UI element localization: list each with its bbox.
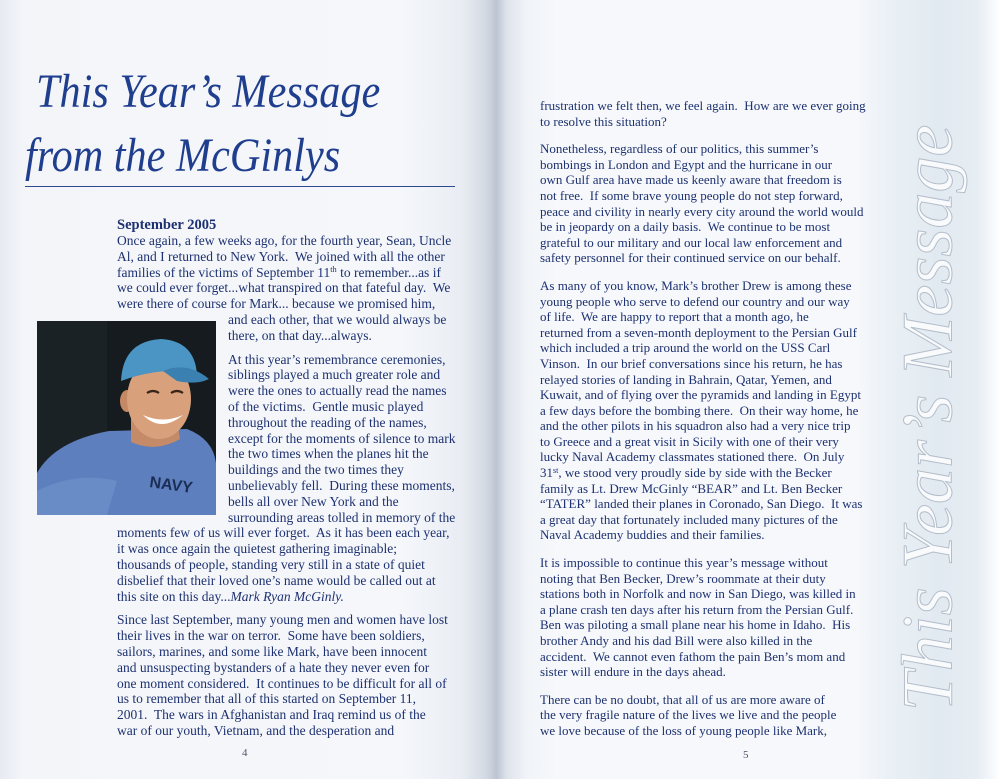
left-column: [117, 217, 462, 739]
text-segment: to remember...as if: [336, 264, 441, 280]
text-line: [117, 265, 462, 281]
text-line: frustration we felt then, we feel again. How are we ever going: [540, 98, 866, 113]
body-paragraph: [540, 278, 870, 543]
text-line: stations both in Norfolk and now in San Diego, was killed in: [540, 586, 856, 602]
body-paragraph: [117, 612, 462, 738]
text-line: sailors, marines, and some like Mark, have been innocent: [117, 643, 428, 659]
vertical-watermark-title: This Year’s Message: [887, 124, 968, 712]
text-line: Once again, a few weeks ago, for the fourth year, Sean, Uncle: [117, 233, 452, 248]
text-line: safety personnel for their continued service on our behalf.: [540, 250, 841, 266]
body-paragraph: [117, 233, 462, 344]
text-line: surrounding areas tolled in memory of the: [228, 509, 456, 525]
page-number: 5: [743, 749, 749, 761]
text-line: thousands of people, standing very still in a state of quiet: [117, 556, 425, 572]
body-paragraph: [540, 692, 870, 739]
text-line: we could ever forget...what transpired on that fateful day. We: [117, 280, 451, 296]
text-line: were the ones to actually read the names: [228, 383, 447, 399]
text-line: bombings in London and Egypt and the hurricane in our: [540, 156, 833, 172]
text-line: [117, 589, 462, 605]
text-line: war of our youth, Vietnam, and the desperation and: [117, 722, 395, 738]
body-paragraph: [540, 141, 870, 266]
text-line: of life. We are happy to report that a month ago, he: [540, 309, 809, 325]
text-line: siblings played a much greater role and: [228, 367, 441, 383]
text-line: grateful to our military and our local law enforcement and: [540, 234, 843, 250]
text-line: There can be no doubt, that all of us are more aware of: [540, 691, 825, 707]
text-line: [540, 465, 870, 481]
text-line: of the victims. Gentle music played: [228, 398, 424, 414]
text-line: moments few of us will ever forget. As it has been each year,: [117, 525, 450, 541]
text-line: the two times when the planes hit the: [228, 446, 429, 462]
text-line: the very fragile nature of the lives we live and the people: [540, 707, 837, 723]
text-line: their lives in the war on terror. Some have been soldiers,: [117, 628, 425, 644]
text-line: Kuwait, and of flying over the pyramids and landing in Egypt: [540, 387, 861, 403]
text-line: us to remember that all of this started on September 11,: [117, 691, 417, 707]
text-line: and the other pilots in his squadron also had a very nice trip: [540, 418, 851, 434]
text-line: to Greece and a great visit in Sicily with one of their very: [540, 433, 839, 449]
text-segment: this site on this day...: [117, 588, 231, 604]
text-line: except for the moments of silence to mark: [228, 430, 456, 446]
text-line: own Gulf area have made us keenly aware that freedom is: [540, 172, 842, 188]
text-line: family as Lt. Drew McGinly “BEAR” and Lt. Ben Becker: [540, 480, 843, 496]
left-page: [0, 0, 497, 779]
text-line: unbelievably fell. During these moments,: [228, 477, 455, 493]
text-line: Ben was piloting a small plane near his home in Idaho. His: [540, 617, 851, 633]
text-line: accident. We cannot even fathom the pain Ben’s mom and: [540, 648, 846, 664]
text-line: and each other, that we would always be: [228, 311, 447, 327]
text-line: noting that Ben Becker, Drew’s roommate at their duty: [540, 570, 826, 586]
text-line: “TATER” landed their planes in Coronado, San Diego. It was: [540, 496, 863, 512]
text-line: lucky Naval Academy classmates stationed there. On July: [540, 449, 845, 465]
text-line: there, on that day...always.: [228, 327, 372, 343]
text-segment: families of the victims of September 11: [117, 264, 331, 280]
title-line-1: This Year’s Message: [36, 65, 381, 118]
text-segment: , we stood very proudly side by side with the Becker: [558, 465, 832, 481]
body-paragraph: [540, 555, 870, 680]
text-line: brother Andy and his dad Bill were also killed in the: [540, 633, 813, 648]
title-underline: [25, 186, 455, 187]
right-column: [540, 98, 870, 739]
text-line: one moment considered. It continues to be difficult for all of: [117, 675, 447, 691]
date-heading: September 2005: [117, 217, 217, 233]
text-line: Since last September, many young men and women have lost: [117, 612, 448, 628]
text-line: a plane crash ten days after his return from the Persian Gulf.: [540, 601, 854, 617]
page-number: 4: [242, 747, 248, 759]
text-line: we love because of the loss of young people like Mark,: [540, 722, 828, 738]
text-line: a great day that fortunately included many pictures of the: [540, 511, 838, 527]
text-line: buildings and the two times they: [228, 462, 404, 478]
text-line: not free. If some brave young people do not step forward,: [540, 187, 843, 203]
text-line: Vinson. In our brief conversations since his return, he has: [540, 355, 843, 371]
right-page: [497, 0, 1000, 779]
text-line: sister will endure in the days ahead.: [540, 664, 726, 680]
text-line: 2001. The wars in Afghanistan and Iraq remind us of the: [117, 707, 426, 723]
body-paragraph: [540, 98, 870, 129]
text-line: be in jeopardy on a daily basis. We continue to be most: [540, 219, 831, 235]
text-line: It is impossible to continue this year’s message without: [540, 555, 828, 571]
text-segment: 31: [540, 465, 553, 481]
text-line: Naval Academy buddies and their families.: [540, 527, 765, 543]
text-line: relayed stories of landing in Bahrain, Qatar, Yemen, and: [540, 371, 832, 387]
text-line: it was once again the quietest gathering imaginable;: [117, 541, 398, 557]
text-line: young people who serve to defend our country and our way: [540, 293, 850, 309]
title-line-2: from the McGinlys: [25, 129, 341, 182]
text-line: At this year’s remembrance ceremonies,: [228, 351, 446, 367]
text-line: which included a trip around the world on the USS Carl: [540, 340, 831, 356]
text-line: disbelief that their loved one’s name would be called out at: [117, 572, 436, 588]
text-line: Al, and I returned to New York. We joined with all the other: [117, 248, 445, 264]
text-line: a few days before the bombing there. On their way home, he: [540, 402, 859, 418]
text-line: peace and civility in nearly every city around the world would: [540, 203, 864, 219]
text-line: were there of course for Mark... because we promised him,: [117, 296, 436, 312]
text-line: As many of you know, Mark’s brother Drew is among these: [540, 277, 852, 293]
ordinal-suffix: st: [553, 466, 559, 476]
shirt-print: NAVY: [148, 474, 194, 497]
text-line: throughout the reading of the names,: [228, 414, 427, 430]
text-line: Nonetheless, regardless of our politics, this summer’s: [540, 141, 819, 157]
ordinal-suffix: th: [330, 265, 337, 275]
text-line: and unsuspecting bystanders of a hate they never even for: [117, 659, 430, 675]
text-line: returned from a seven-month deployment to the Persian Gulf: [540, 324, 857, 340]
name-emphasis: Mark Ryan McGinly.: [230, 588, 344, 604]
text-line: bells all over New York and the: [228, 493, 399, 509]
body-paragraph: [117, 352, 462, 605]
text-line: to resolve this situation?: [540, 113, 667, 129]
